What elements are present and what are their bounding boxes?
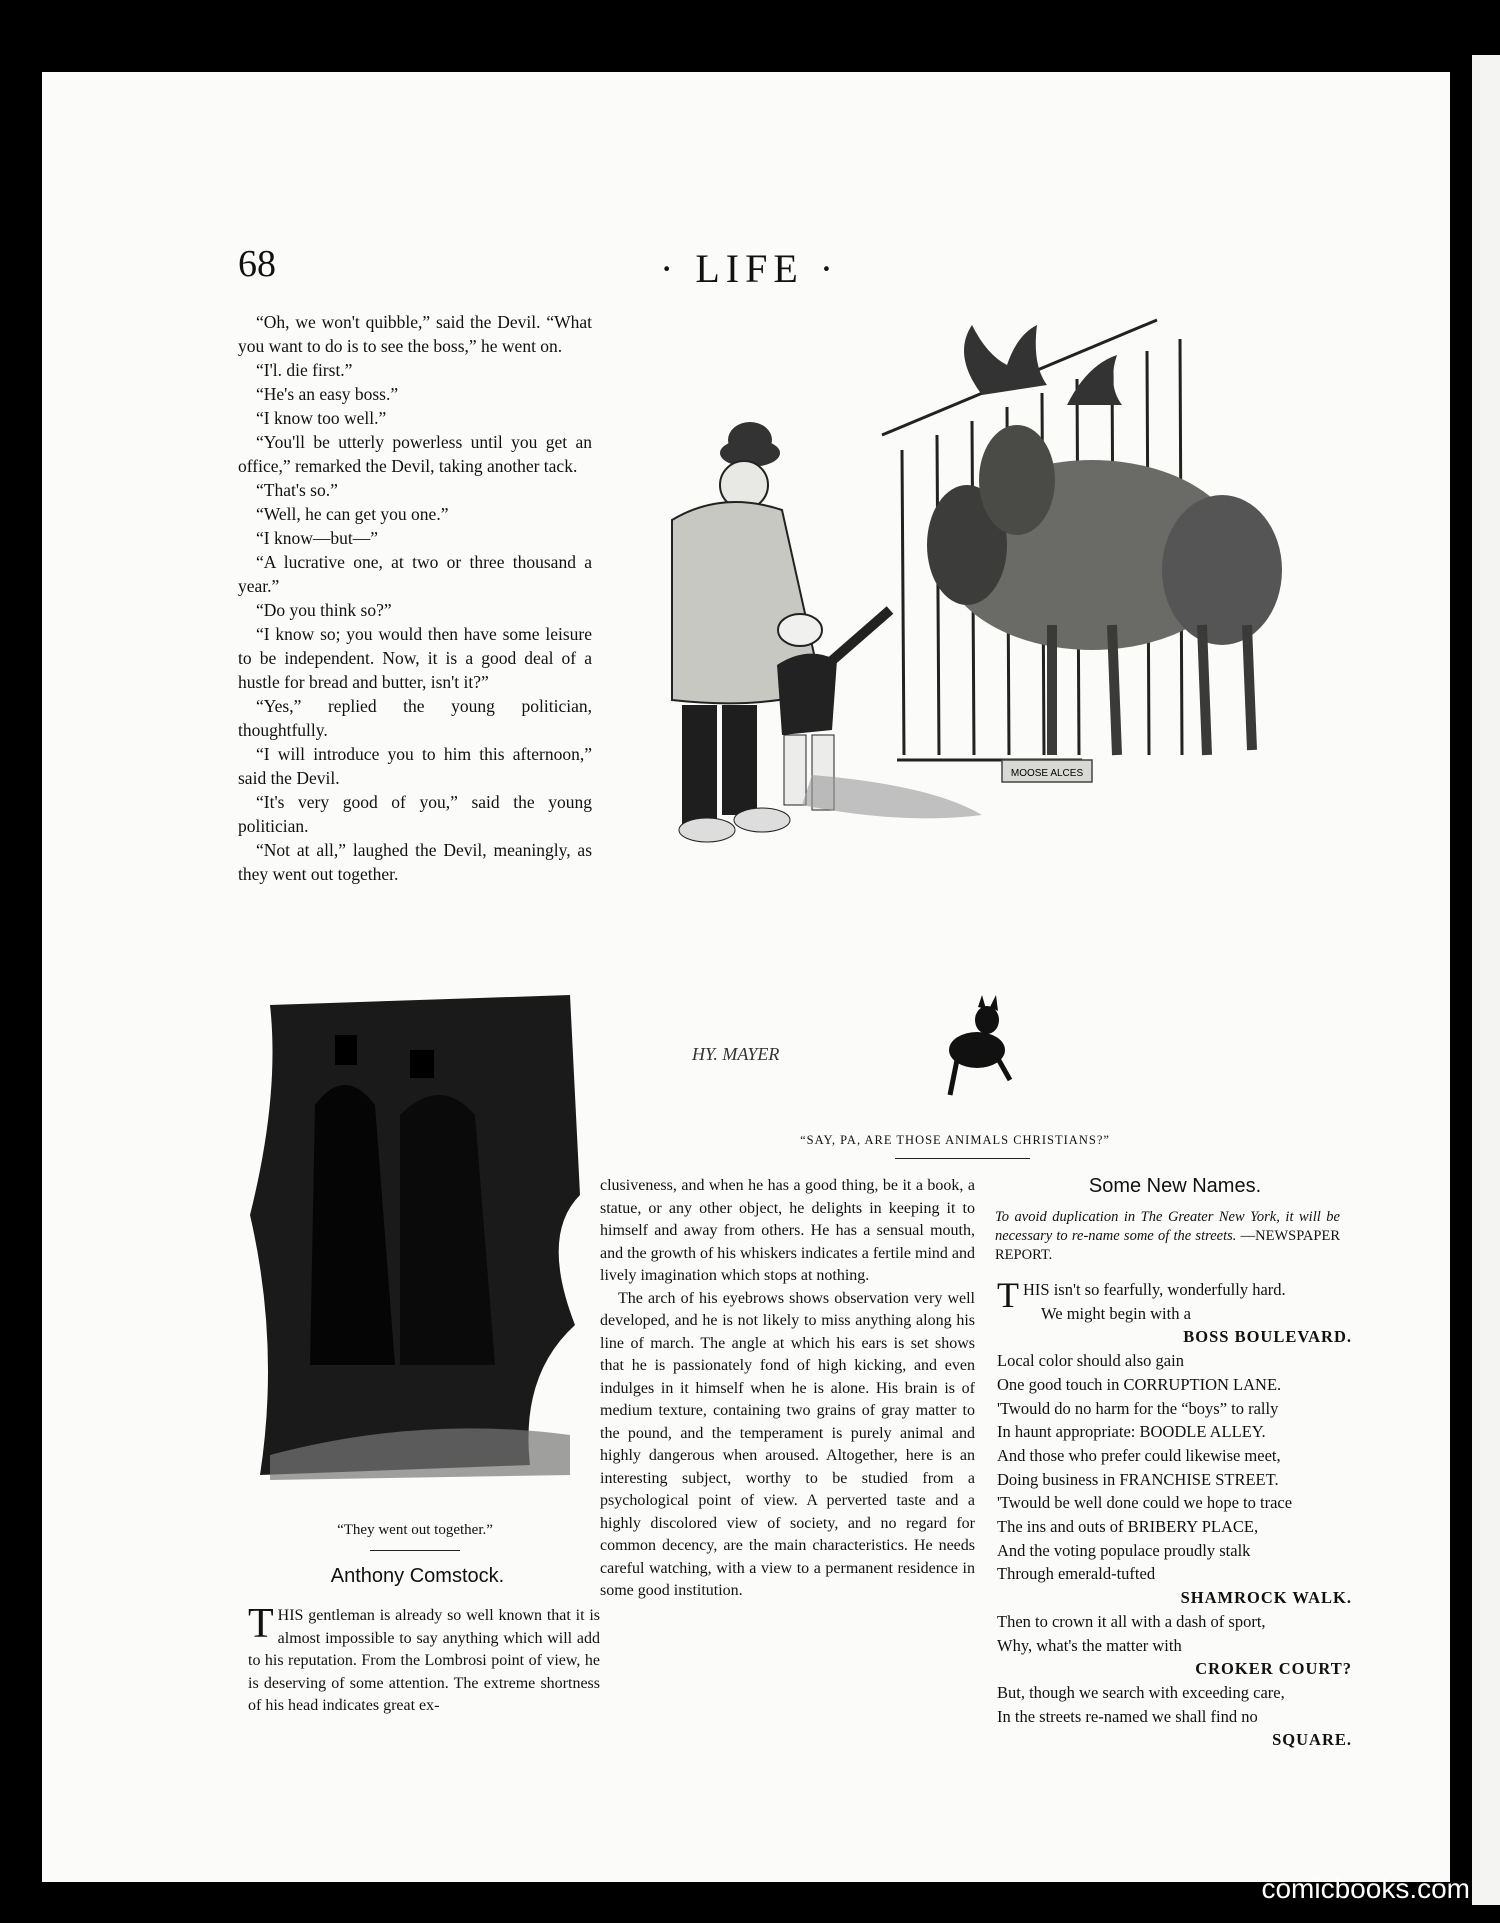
poem-line: In the streets re-named we shall find no <box>997 1706 1258 1726</box>
figure-caption-rule <box>370 1550 460 1551</box>
story-paragraph: “Not at all,” laughed the Devil, meaningly, as they went out together. <box>238 840 592 884</box>
names-epigraph-text: To avoid duplication in The Greater New York, it will be necessary to re-name some of the streets. <box>995 1209 1340 1244</box>
story-paragraph: “He's an easy boss.” <box>256 384 399 404</box>
poem-line: CROKER COURT? <box>1195 1659 1352 1679</box>
poem-line: We might begin with a <box>1041 1303 1191 1323</box>
story-paragraph: “I will introduce you to him this afternoon,” said the Devil. <box>238 744 592 788</box>
poem-line: 'Twould do no harm for the “boys” to rally <box>997 1398 1279 1418</box>
story-paragraph: “Well, he can get you one.” <box>256 504 449 524</box>
cartoon-caption: “SAY, PA, ARE THOSE ANIMALS CHRISTIANS?” <box>800 1133 1110 1147</box>
comstock-col1 <box>248 1601 600 1718</box>
story-paragraph: “It's very good of you,” said the young politician. <box>238 792 592 836</box>
comstock-col2-p2: The arch of his eyebrows shows observation very well developed, and he is not likely to miss anything along his line of march. The angle at which his ears is set shows that he is passionately fond of high kicking, and even indulges in it himself when he is alone. His brain is of medium texture, containing two grains of gray matter to the pound, and the temperament is purely animal and highly dangerous when aroused. Altogether, here is an interesting subject, worthy to be studied from a psychological point of view. A perverted taste and a highly discolored view of society, and no regard for common decency, are the main characteristics. He needs careful watching, with a view to a permanent residence in some good institution. <box>600 1289 975 1599</box>
poem-line: Why, what's the matter with <box>997 1635 1182 1655</box>
story-paragraph: “That's so.” <box>256 480 338 500</box>
poem-line: And the voting populace proudly stalk <box>997 1540 1251 1560</box>
figure-caption: “They went out together.” <box>337 1522 493 1538</box>
story-paragraph: “I know—but—” <box>256 528 378 548</box>
facing-page-edge <box>1472 55 1500 1905</box>
story-paragraph: “Do you think so?” <box>256 600 392 620</box>
story-paragraph: “I'l. die first.” <box>256 360 353 380</box>
story-paragraph: “Oh, we won't quibble,” said the Devil. “What you want to do is to see the boss,” he went on. <box>238 312 592 356</box>
poem-line: THIS isn't so fearfully, wonderfully hard. <box>997 1275 1286 1315</box>
silhouettes-drawing <box>240 995 590 1495</box>
comstock-col1-text: HIS gentleman is already so well known that it is almost impossible to say anything which will add to his reputation. From the Lombrosi point of view, he is deserving of some attention. The extreme shortness of his head indicates great ex- <box>248 1607 600 1714</box>
comstock-col2 <box>600 1175 975 1603</box>
poem-line: BOSS BOULEVARD. <box>1183 1327 1352 1347</box>
story-paragraph: “A lucrative one, at two or three thousand a year.” <box>238 552 592 596</box>
caption-rule <box>895 1158 1030 1159</box>
masthead: · LIFE · <box>660 246 840 291</box>
cartoon-illustration <box>612 305 1352 1125</box>
poem-line: Then to crown it all with a dash of sport, <box>997 1611 1266 1631</box>
comstock-dropcap: T <box>248 1601 274 1647</box>
poem-line: SHAMROCK WALK. <box>1180 1588 1352 1608</box>
comstock-title: Anthony Comstock. <box>330 1565 505 1587</box>
names-epigraph <box>995 1208 1340 1265</box>
names-poem <box>997 1275 1352 1752</box>
story-paragraph: “Yes,” replied the young politician, thoughtfully. <box>238 696 592 740</box>
night-figures-illustration <box>240 995 590 1495</box>
binding-gutter <box>1450 60 1472 1900</box>
poem-line: 'Twould be well done could we hope to trace <box>997 1493 1293 1513</box>
poem-line: In haunt appropriate: BOODLE ALLEY. <box>997 1422 1266 1442</box>
story-paragraph: “You'll be utterly powerless until you get an office,” remarked the Devil, taking another tack. <box>238 432 592 476</box>
names-epigraph-source: —NEWSPAPER REPORT. <box>995 1228 1340 1263</box>
poem-line: Through emerald-tufted <box>997 1564 1156 1584</box>
poem-line: The ins and outs of BRIBERY PLACE, <box>997 1517 1259 1537</box>
poem-line: Local color should also gain <box>997 1351 1184 1371</box>
poem-line: One good touch in CORRUPTION LANE. <box>997 1374 1282 1394</box>
cage-sign-text: MOOSE ALCES <box>1010 768 1084 779</box>
poem-line: Doing business in FRANCHISE STREET. <box>997 1469 1279 1489</box>
poem-line: And those who prefer could likewise meet, <box>997 1445 1281 1465</box>
names-dropcap: T <box>997 1275 1019 1315</box>
story-paragraph: “I know too well.” <box>256 408 387 428</box>
comstock-col2-p1: clusiveness, and when he has a good thing, be it a book, a statue, or any other object, he delights in keeping it to himself and away from others. He has a sensual mouth, and the growth of his whiskers indicates a fertile mind and lively imagination which stops at nothing. <box>600 1177 976 1284</box>
story-paragraph: “I know so; you would then have some leisure to be independent. Now, it is a good deal of a hustle for bread and butter, isn't it?” <box>238 624 592 692</box>
zoo-cartoon-drawing <box>612 305 1352 1125</box>
poem-line: SQUARE. <box>1272 1730 1352 1750</box>
page-number: 68 <box>238 243 276 285</box>
poem-line: But, though we search with exceeding care, <box>997 1682 1285 1702</box>
names-title: Some New Names. <box>1088 1175 1262 1197</box>
artist-signature: HY. MAYER <box>692 1044 780 1064</box>
story-column <box>238 310 592 886</box>
watermark: comicbooks.com <box>1261 1873 1470 1904</box>
